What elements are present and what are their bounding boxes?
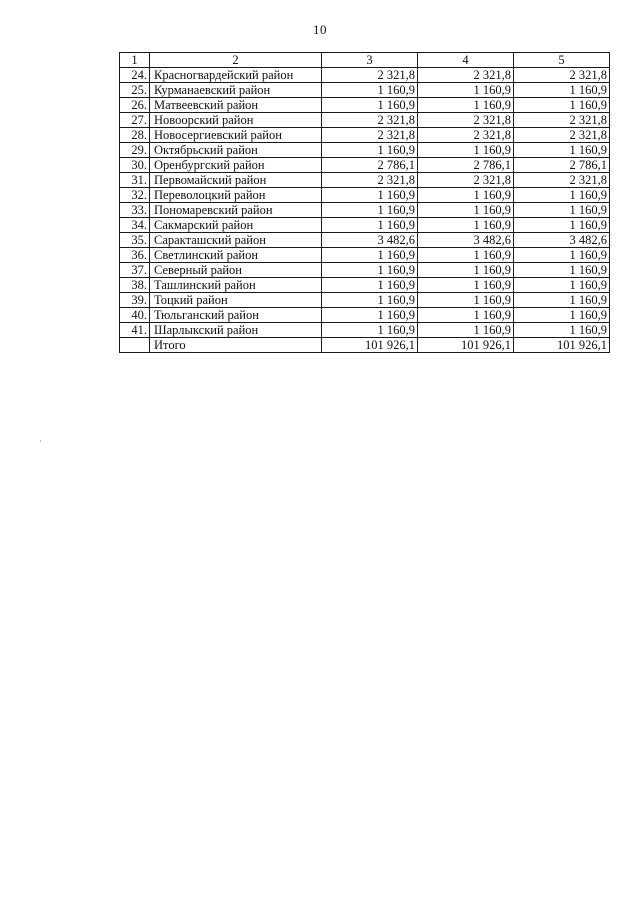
value-col5-cell: 2 786,1 (514, 158, 610, 173)
row-number-cell: 40. (120, 308, 150, 323)
value-col5-cell: 1 160,9 (514, 218, 610, 233)
district-name-cell: Северный район (150, 263, 322, 278)
district-name-cell: Курманаевский район (150, 83, 322, 98)
value-col4-cell: 1 160,9 (418, 218, 514, 233)
value-col4-cell: 1 160,9 (418, 83, 514, 98)
table-row (120, 158, 610, 173)
district-name-cell: Матвеевский район (150, 98, 322, 113)
value-col5-cell: 2 321,8 (514, 113, 610, 128)
value-col3-cell: 1 160,9 (322, 308, 418, 323)
table-row (120, 263, 610, 278)
value-col3-cell: 2 321,8 (322, 68, 418, 83)
district-name-cell: Пономаревский район (150, 203, 322, 218)
value-col3-cell: 1 160,9 (322, 218, 418, 233)
value-col3-cell: 1 160,9 (322, 188, 418, 203)
value-col3-cell: 1 160,9 (322, 143, 418, 158)
value-col5-cell: 101 926,1 (514, 338, 610, 353)
value-col3-cell: 1 160,9 (322, 293, 418, 308)
value-col4-cell: 1 160,9 (418, 323, 514, 338)
table-row (120, 98, 610, 113)
value-col3-cell: 1 160,9 (322, 248, 418, 263)
row-number-cell (120, 338, 150, 353)
district-name-cell: Ташлинский район (150, 278, 322, 293)
value-col3-cell: 1 160,9 (322, 83, 418, 98)
district-name-cell: Новоорский район (150, 113, 322, 128)
value-col3-cell: 2 786,1 (322, 158, 418, 173)
header-cell-4: 4 (418, 53, 514, 68)
value-col5-cell: 1 160,9 (514, 98, 610, 113)
value-col3-cell: 101 926,1 (322, 338, 418, 353)
scan-artifact (40, 440, 41, 442)
value-col5-cell: 1 160,9 (514, 188, 610, 203)
district-name-cell: Шарлыкский район (150, 323, 322, 338)
row-number-cell: 31. (120, 173, 150, 188)
header-cell-5: 5 (514, 53, 610, 68)
header-cell-2: 2 (150, 53, 322, 68)
value-col4-cell: 1 160,9 (418, 98, 514, 113)
value-col4-cell: 1 160,9 (418, 293, 514, 308)
value-col5-cell: 2 321,8 (514, 128, 610, 143)
table-row (120, 143, 610, 158)
district-name-cell: Новосергиевский район (150, 128, 322, 143)
row-number-cell: 36. (120, 248, 150, 263)
table-row (120, 248, 610, 263)
value-col4-cell: 3 482,6 (418, 233, 514, 248)
row-number-cell: 28. (120, 128, 150, 143)
value-col5-cell: 1 160,9 (514, 83, 610, 98)
table-row (120, 188, 610, 203)
value-col3-cell: 3 482,6 (322, 233, 418, 248)
district-name-cell: Сакмарский район (150, 218, 322, 233)
row-number-cell: 35. (120, 233, 150, 248)
total-row (120, 338, 610, 353)
table-row (120, 278, 610, 293)
table-row (120, 323, 610, 338)
district-name-cell: Красногвардейский район (150, 68, 322, 83)
value-col4-cell: 2 321,8 (418, 113, 514, 128)
header-cell-1: 1 (120, 53, 150, 68)
table-row (120, 68, 610, 83)
district-name-cell: Тоцкий район (150, 293, 322, 308)
value-col5-cell: 1 160,9 (514, 323, 610, 338)
district-name-cell: Тюльганский район (150, 308, 322, 323)
value-col5-cell: 1 160,9 (514, 203, 610, 218)
row-number-cell: 30. (120, 158, 150, 173)
table-row (120, 128, 610, 143)
row-number-cell: 39. (120, 293, 150, 308)
value-col5-cell: 2 321,8 (514, 173, 610, 188)
value-col5-cell: 1 160,9 (514, 278, 610, 293)
value-col5-cell: 2 321,8 (514, 68, 610, 83)
district-name-cell: Светлинский район (150, 248, 322, 263)
value-col4-cell: 2 321,8 (418, 128, 514, 143)
value-col3-cell: 1 160,9 (322, 278, 418, 293)
value-col4-cell: 2 321,8 (418, 68, 514, 83)
table-row (120, 83, 610, 98)
value-col3-cell: 2 321,8 (322, 113, 418, 128)
row-number-cell: 26. (120, 98, 150, 113)
value-col4-cell: 2 786,1 (418, 158, 514, 173)
district-allocation-table (119, 52, 610, 353)
district-name-cell: Оренбургский район (150, 158, 322, 173)
value-col4-cell: 1 160,9 (418, 203, 514, 218)
value-col5-cell: 1 160,9 (514, 263, 610, 278)
row-number-cell: 24. (120, 68, 150, 83)
table-row (120, 218, 610, 233)
row-number-cell: 38. (120, 278, 150, 293)
row-number-cell: 33. (120, 203, 150, 218)
district-name-cell: Итого (150, 338, 322, 353)
district-name-cell: Саракташский район (150, 233, 322, 248)
value-col3-cell: 1 160,9 (322, 203, 418, 218)
row-number-cell: 27. (120, 113, 150, 128)
district-name-cell: Первомайский район (150, 173, 322, 188)
value-col3-cell: 1 160,9 (322, 263, 418, 278)
value-col4-cell: 101 926,1 (418, 338, 514, 353)
table-row (120, 203, 610, 218)
row-number-cell: 37. (120, 263, 150, 278)
table-row (120, 308, 610, 323)
value-col5-cell: 1 160,9 (514, 308, 610, 323)
value-col4-cell: 1 160,9 (418, 278, 514, 293)
value-col3-cell: 1 160,9 (322, 98, 418, 113)
row-number-cell: 34. (120, 218, 150, 233)
value-col4-cell: 2 321,8 (418, 173, 514, 188)
table-row (120, 173, 610, 188)
value-col3-cell: 2 321,8 (322, 128, 418, 143)
value-col5-cell: 1 160,9 (514, 143, 610, 158)
row-number-cell: 29. (120, 143, 150, 158)
district-name-cell: Октябрьский район (150, 143, 322, 158)
value-col4-cell: 1 160,9 (418, 143, 514, 158)
row-number-cell: 41. (120, 323, 150, 338)
table-row (120, 233, 610, 248)
value-col5-cell: 3 482,6 (514, 233, 610, 248)
value-col4-cell: 1 160,9 (418, 188, 514, 203)
value-col4-cell: 1 160,9 (418, 248, 514, 263)
row-number-cell: 32. (120, 188, 150, 203)
value-col3-cell: 2 321,8 (322, 173, 418, 188)
value-col4-cell: 1 160,9 (418, 308, 514, 323)
value-col5-cell: 1 160,9 (514, 248, 610, 263)
table-row (120, 113, 610, 128)
table-header-row (120, 53, 610, 68)
value-col5-cell: 1 160,9 (514, 293, 610, 308)
table-row (120, 293, 610, 308)
row-number-cell: 25. (120, 83, 150, 98)
value-col3-cell: 1 160,9 (322, 323, 418, 338)
value-col4-cell: 1 160,9 (418, 263, 514, 278)
page-number: 10 (313, 22, 327, 37)
district-name-cell: Переволоцкий район (150, 188, 322, 203)
header-cell-3: 3 (322, 53, 418, 68)
